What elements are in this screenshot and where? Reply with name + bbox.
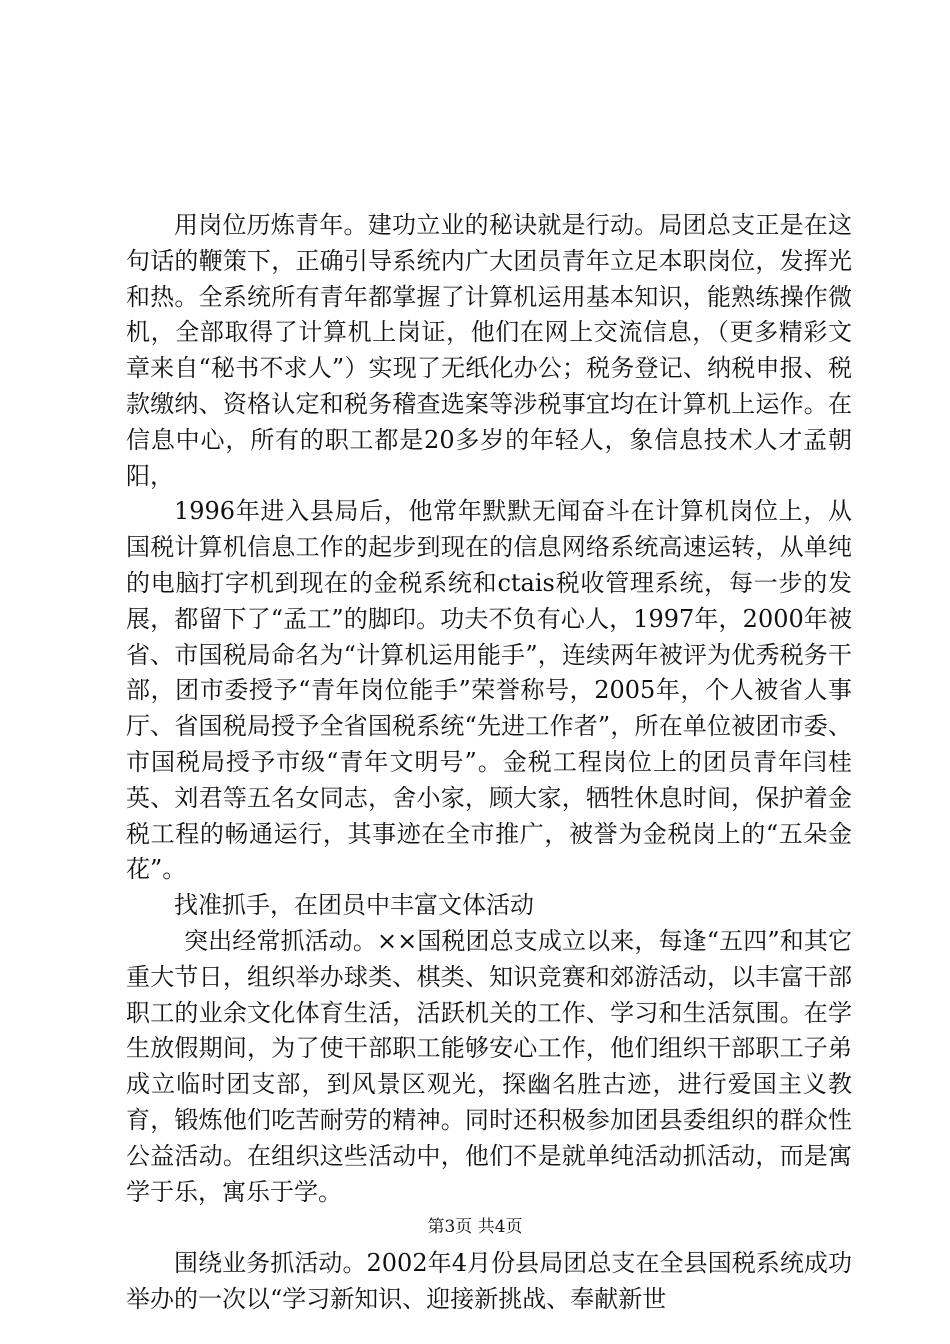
document-body bbox=[126, 208, 852, 1318]
page-number-footer: 第3页 共4页 bbox=[427, 1217, 523, 1237]
section-heading-activities: 找准抓手，在团员中丰富文体活动 bbox=[174, 891, 534, 920]
paragraph-meng-chaoyang: 1996年进入县局后，他常年默默无闻奋斗在计算机岗位上，从国税计算机信息工作的起步到现在的信息网络系统高速运转，从单纯的电脑打字机到现在的金税系统和ctais税收管理系统，每一步的发展，都留下了“孟工”的脚印。功夫不负有心人，1997年，2000年被省、市国税局命名为“计算机运用能手”，连续两年被评为优秀税务干部，团市委授予“青年岗位能手”荣誉称号，2005年，个人被省人事厅、省国税局授予全省国税系统“先进工作者”，所在单位被团市委、市国税局授予市级“青年文明号”。金税工程岗位上的团员青年闫桂英、刘君等五名女同志，舍小家，顾大家，牺牲休息时间，保护着金税工程的畅通运行，其事迹在全市推广，被誉为金税岗上的“五朵金花”。 bbox=[126, 497, 852, 884]
paragraph-job-training: 用岗位历炼青年。建功立业的秘诀就是行动。局团总支正是在这句话的鞭策下，正确引导系统内广大团员青年立足本职岗位，发挥光和热。全系统所有青年都掌握了计算机运用基本知识，能熟练操作微机，全部取得了计算机上岗证，他们在网上交流信息，（更多精彩文章来自“秘书不求人”）实现了无纸化办公；税务登记、纳税申报、税款缴纳、资格认定和税务稽查选案等涉税事宜均在计算机上运作。在信息中心，所有的职工都是20多岁的年轻人，象信息技术人才孟朝阳， bbox=[126, 211, 852, 490]
paragraph-regular-activities: 突出经常抓活动。××国税团总支成立以来，每逢“五四”和其它重大节日，组织举办球类、棋类、知识竞赛和郊游活动，以丰富干部职工的业余文化体育生活，活跃机关的工作、学习和生活氛围。在学生放假期间，为了使干部职工能够安心工作，他们组织干部职工子弟成立临时团支部，到风景区观光，探幽名胜古迹，进行爱国主义教育，锻炼他们吃苦耐劳的精神。同时还积极参加团县委组织的群众性公益活动。在组织这些活动中，他们不是就单纯活动抓活动，而是寓学于乐，寓乐于学。 bbox=[126, 926, 852, 1206]
paragraph-business-activities: 围绕业务抓活动。2002年4月份县局团总支在全县国税系统成功举办的一次以“学习新知识、迎接新挑战、奉献新世 bbox=[126, 1249, 852, 1314]
